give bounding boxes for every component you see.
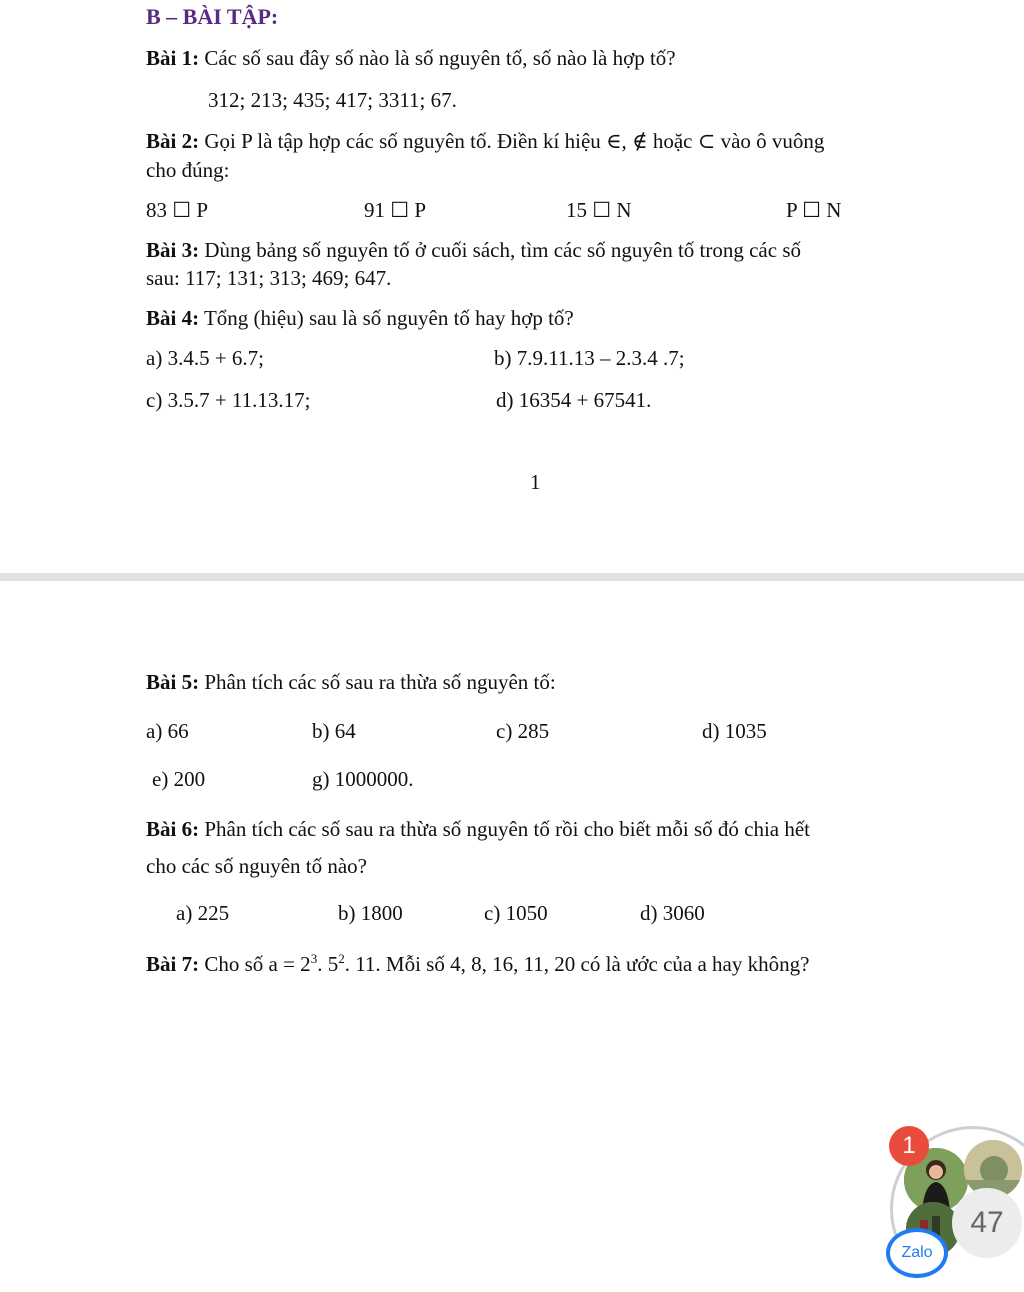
exercise-2-item: 91 ☐ P (364, 198, 427, 222)
exercise-4-d: d) 16354 + 67541. (496, 388, 652, 412)
exercise-6-item: a) 225 (176, 901, 230, 925)
exercise-7-pre: Cho số a = 2 (204, 952, 311, 976)
exercise-4-question: Tổng (hiệu) sau là số nguyên tố hay hợp tố? (203, 306, 574, 330)
exercise-1 (146, 46, 676, 71)
exercise-7-mid: . 5 (317, 952, 339, 976)
exercise-6-item: b) 1800 (338, 901, 403, 925)
exercise-5-question: Phân tích các số sau ra thừa số nguyên tố: (204, 670, 556, 694)
zalo-logo-icon[interactable]: Zalo (886, 1228, 948, 1278)
exercise-2-item: 83 ☐ P (146, 198, 209, 222)
zalo-chat-bubble[interactable] (880, 1118, 1024, 1280)
exercise-4-a: a) 3.4.5 + 6.7; (146, 346, 264, 370)
exercise-7-exp2: 2 (338, 951, 345, 966)
exercise-1-label: Bài 1: (146, 46, 200, 70)
exercise-5-item: e) 200 (152, 767, 206, 791)
exercise-5 (146, 670, 556, 695)
exercise-2-line1: Gọi P là tập hợp các số nguyên tố. Điền kí hiệu ∈, ∉ hoặc ⊂ vào ô vuông (204, 129, 825, 153)
exercise-3-label: Bài 3: (146, 238, 200, 262)
exercise-5-item: c) 285 (496, 719, 550, 743)
exercise-2-line2: cho đúng: (146, 158, 230, 182)
exercise-2-item: 15 ☐ N (566, 198, 632, 222)
exercise-1-question: Các số sau đây số nào là số nguyên tố, số nào là hợp tố? (204, 46, 676, 70)
exercise-6-line1: Phân tích các số sau ra thừa số nguyên tố rồi cho biết mỗi số đó chia hết (204, 817, 811, 841)
exercise-4-b: b) 7.9.11.13 – 2.3.4 .7; (494, 346, 685, 370)
exercise-7 (146, 952, 809, 977)
unread-badge: 1 (889, 1126, 929, 1166)
exercise-5-item: g) 1000000. (312, 767, 414, 791)
exercise-4-c: c) 3.5.7 + 11.13.17; (146, 388, 311, 412)
exercise-6 (146, 817, 810, 842)
exercise-3-line2: sau: 117; 131; 313; 469; 647. (146, 266, 392, 290)
page-number: 1 (530, 470, 541, 494)
exercise-2-item: P ☐ N (786, 198, 842, 222)
exercise-7-post: . 11. Mỗi số 4, 8, 16, 11, 20 có là ước của a hay không? (344, 952, 810, 976)
exercise-3 (146, 238, 801, 263)
section-heading: B – BÀI TẬP: (146, 4, 279, 29)
exercise-6-item: c) 1050 (484, 901, 548, 925)
exercise-5-item: a) 66 (146, 719, 189, 743)
exercise-7-label: Bài 7: (146, 952, 200, 976)
exercise-6-label: Bài 6: (146, 817, 200, 841)
exercise-5-item: d) 1035 (702, 719, 767, 743)
exercise-1-numbers: 312; 213; 435; 417; 3311; 67. (208, 88, 457, 112)
exercise-5-item: b) 64 (312, 719, 356, 743)
exercise-7-exp1: 3 (310, 951, 318, 966)
exercise-5-label: Bài 5: (146, 670, 200, 694)
page-divider (0, 573, 1024, 581)
exercise-6-item: d) 3060 (640, 901, 705, 925)
exercise-3-line1: Dùng bảng số nguyên tố ở cuối sách, tìm các số nguyên tố trong các số (204, 238, 801, 262)
exercise-2-label: Bài 2: (146, 129, 200, 153)
exercise-4 (146, 306, 574, 331)
member-count[interactable]: 47 (952, 1188, 1022, 1258)
exercise-4-label: Bài 4: (146, 306, 200, 330)
exercise-2 (146, 129, 824, 154)
exercise-6-line2: cho các số nguyên tố nào? (146, 854, 368, 878)
